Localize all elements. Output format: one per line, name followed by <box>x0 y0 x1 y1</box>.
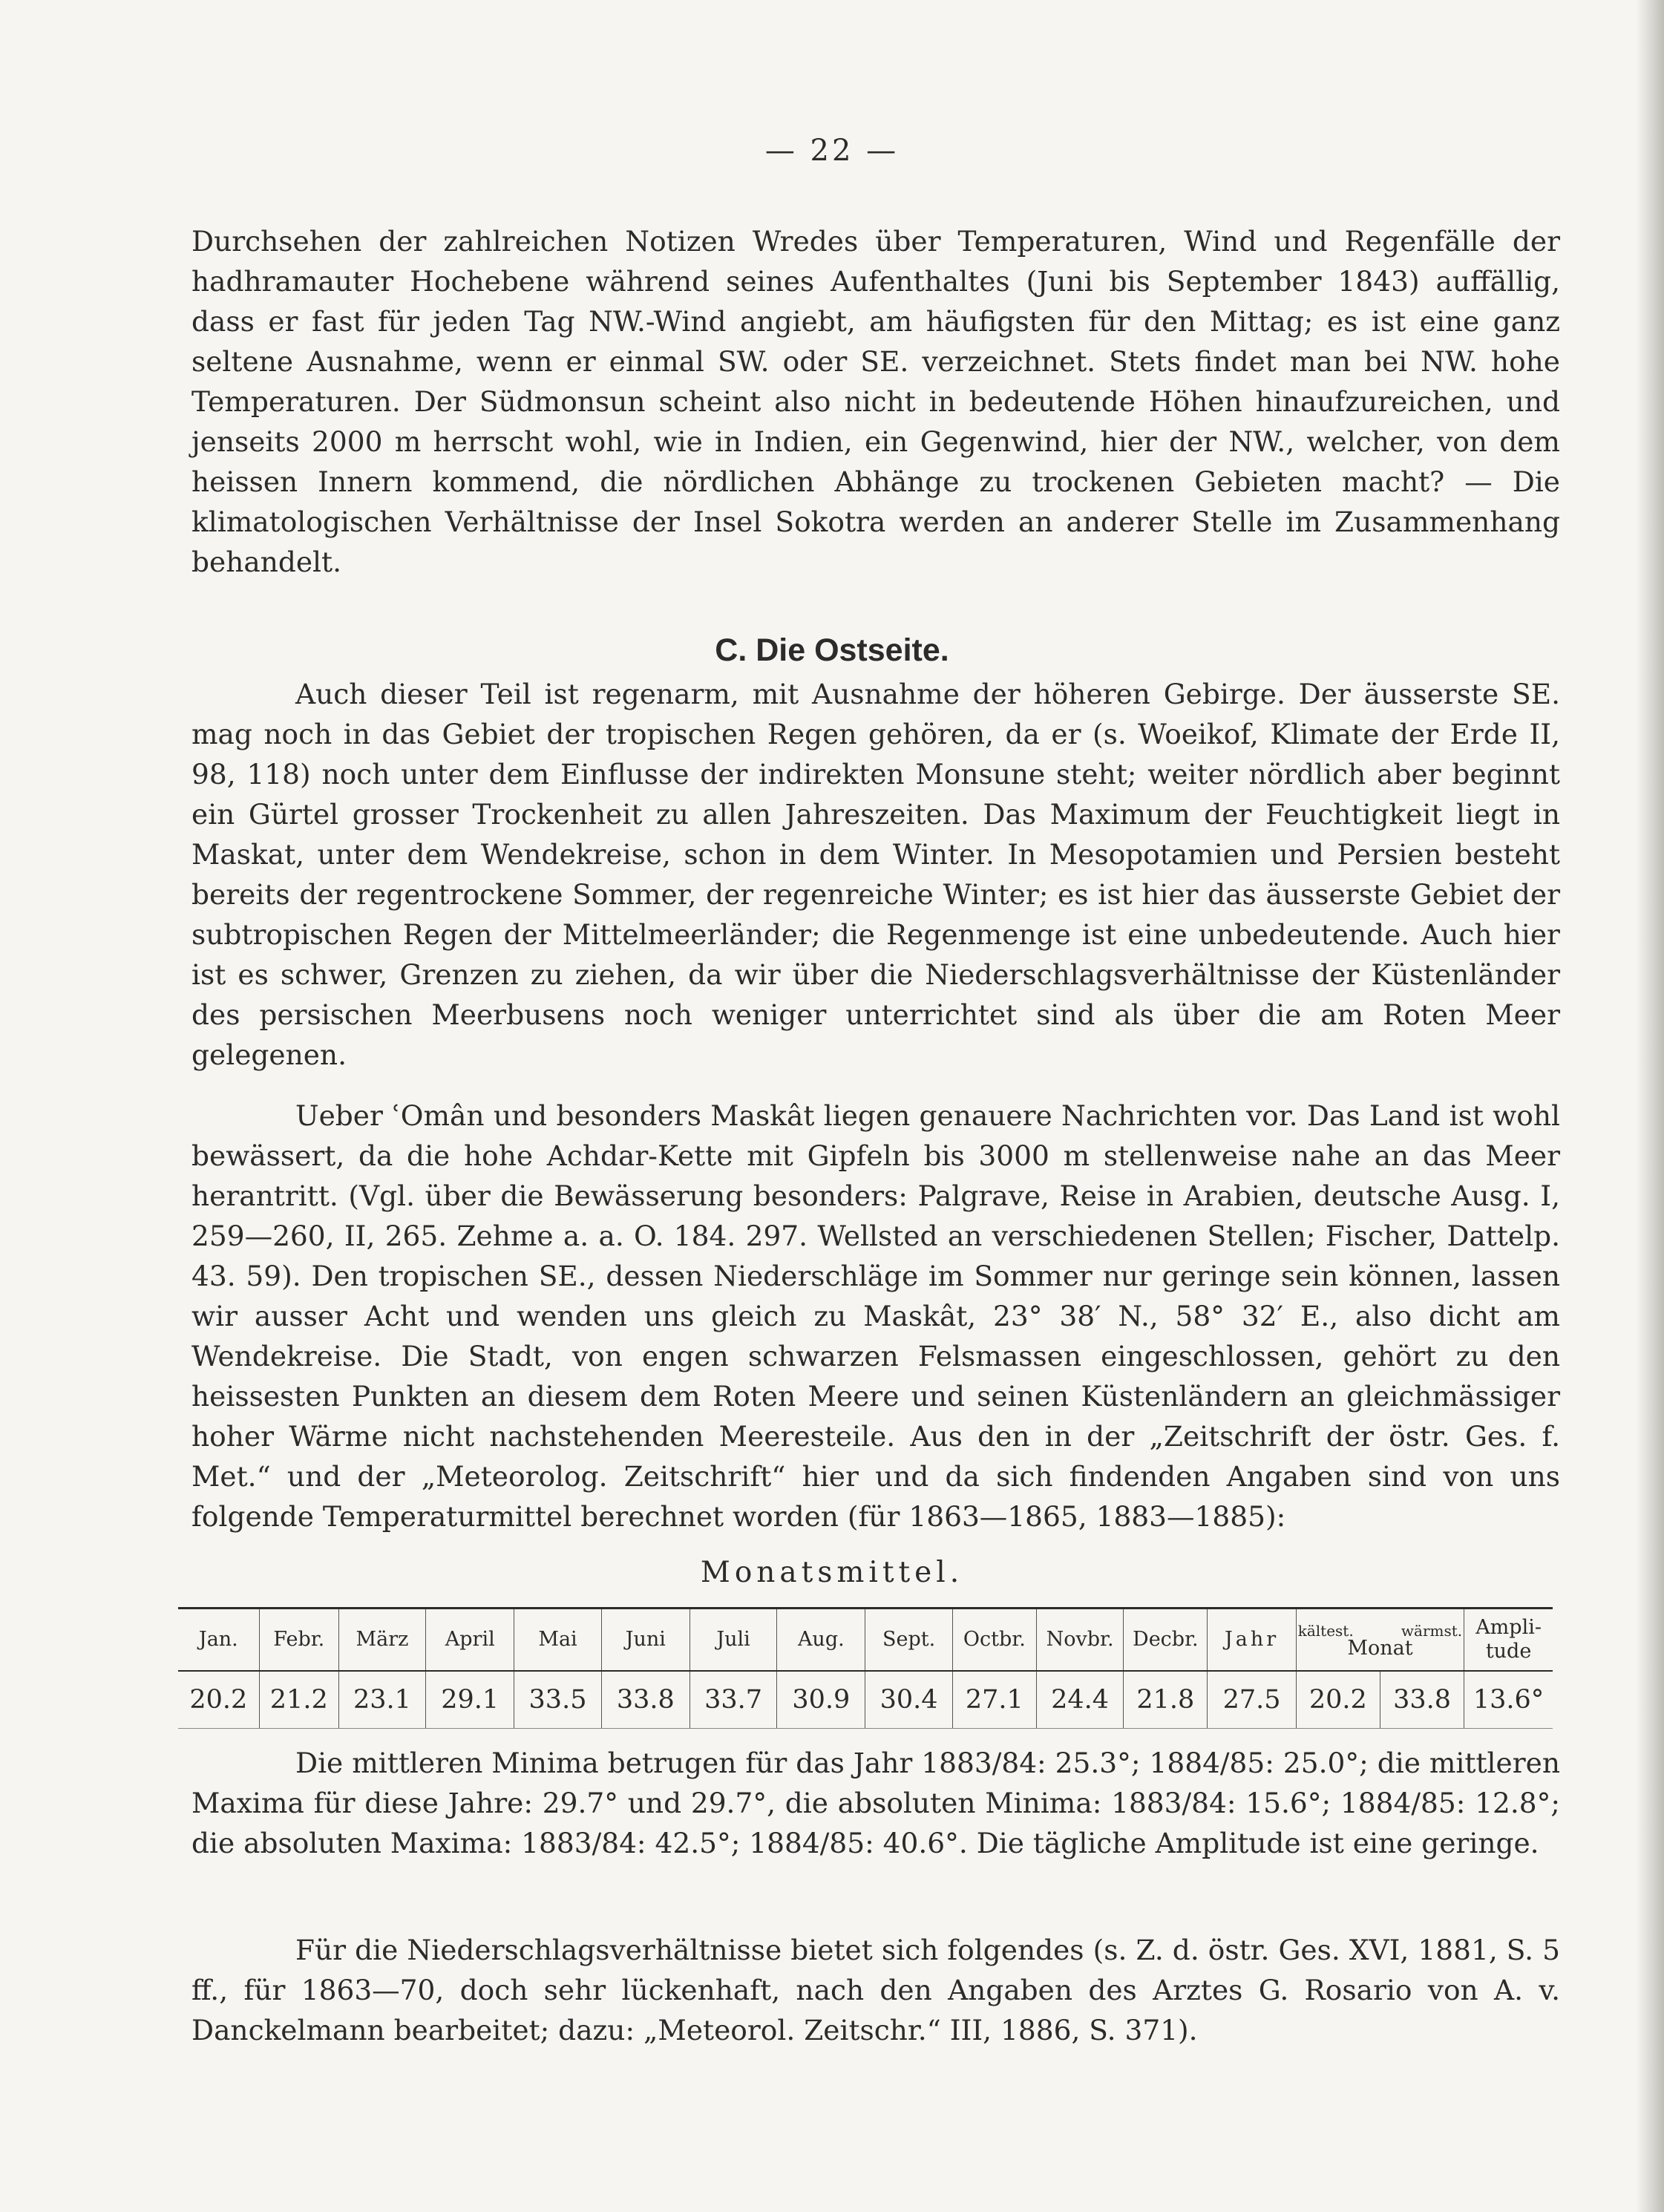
paragraph-minima-maxima <box>191 1743 1560 1863</box>
table-header-cell: Febr. <box>259 1609 338 1672</box>
table-cell: 24.4 <box>1036 1671 1123 1729</box>
paragraph-text: Ueber ʿOmân und besonders Maskât liegen genauere Nachrichten vor. Das Land ist wohl bewässert, da die hohe Achdar-Kette mit Gipfeln bis 3000 m stellenweise nahe an das Meer herantritt. (Vgl. über die Bewässerung besonders: Palgrave, Reise in Arabien, deutsche Ausg. I, 259—260, II, 265. Zehme a. a. O. 184. 297. Wellsted an verschiedenen Stellen; Fischer, Dattelp. 43. 59). Den tropischen SE., dessen Niederschläge im Sommer nur geringe sein können, lassen wir ausser Acht und wenden uns gleich zu Maskât, 23° 38′ N., 58° 32′ E., also dicht am Wendekreise. Die Stadt, von engen schwarzen Felsmassen eingeschlossen, gehört zu den heissesten Punkten an diesem dem Roten Meere und seinen Küstenländern an gleichmässiger hoher Wärme nicht nachstehenden Meeresteile. Aus den in der „Zeitschrift der östr. Ges. f. Met.“ und der „Meteorolog. Zeitschrift“ hier und da sich findenden Angaben sind von uns folgende Temperaturmittel berechnet worden (für 1863—1865, 1883—1885): <box>191 1099 1560 1533</box>
paragraph-text: Die mittleren Minima betrugen für das Jahr 1883/84: 25.3°; 1884/85: 25.0°; die mittleren Maxima für diese Jahre: 29.7° und 29.7°, die absoluten Minima: 1883/84: 15.6°; 1884/85: 12.8°; die absoluten Maxima: 1883/84: 42.5°; 1884/85: 40.6°. Die tägliche Amplitude ist eine geringe. <box>191 1747 1560 1859</box>
table-header-cell: Novbr. <box>1036 1609 1123 1672</box>
page-spine-shadow <box>1636 0 1664 2212</box>
header-warmest: wärmst. <box>1401 1622 1463 1640</box>
table-header-cell: Decbr. <box>1124 1609 1208 1672</box>
table-header-cell: Mai <box>514 1609 601 1672</box>
table-header-cell: April <box>426 1609 514 1672</box>
table-cell: 27.1 <box>952 1671 1036 1729</box>
table-cell: 20.2 <box>178 1671 259 1729</box>
paragraph-niederschlag <box>191 1930 1560 2050</box>
header-monat: Monat <box>1347 1637 1413 1660</box>
table-cell: 33.8 <box>601 1671 689 1729</box>
table-caption: Monatsmittel. <box>700 1556 964 1589</box>
paragraph-text: Durchsehen der zahlreichen Notizen Wredes über Temperaturen, Wind und Regenfälle der hadhramauter Hochebene während seines Aufenthaltes (Juni bis September 1843) auffällig, dass er fast für jeden Tag NW.-Wind angiebt, am häufigsten für den Mittag; es ist eine ganz seltene Ausnahme, wenn er einmal SW. oder SE. verzeichnet. Stets findet man bei NW. hohe Temperaturen. Der Südmonsun scheint also nicht in bedeutende Höhen hinaufzureichen, und jenseits 2000 m herrscht wohl, wie in Indien, ein Gegenwind, hier der NW., welcher, von dem heissen Innern kommend, die nördlichen Abhänge zu trockenen Gebieten macht? — Die klimatologischen Verhältnisse der Insel Sokotra werden an anderer Stelle im Zusammenhang behandelt. <box>191 225 1560 578</box>
table-cell: 21.8 <box>1124 1671 1208 1729</box>
paragraph-hadhramaut <box>191 221 1560 582</box>
table-header-cell: Aug. <box>777 1609 865 1672</box>
temperature-table-wrapper <box>178 1607 1553 1729</box>
table-cell: 20.2 <box>1296 1671 1380 1729</box>
table-cell: 27.5 <box>1208 1671 1296 1729</box>
section-heading: C. Die Ostseite. <box>715 632 949 668</box>
header-amplitude-line1: Ampli- <box>1475 1616 1542 1639</box>
table-cell: 33.8 <box>1380 1671 1464 1729</box>
table-cell: 21.2 <box>259 1671 338 1729</box>
table-header-cell: Juni <box>601 1609 689 1672</box>
table-header-amplitude <box>1464 1609 1553 1672</box>
table-cell: 30.4 <box>865 1671 952 1729</box>
paragraph-text: Für die Niederschlagsverhältnisse bietet sich folgendes (s. Z. d. östr. Ges. XVI, 1881, S. 5 ff., für 1863—70, doch sehr lückenhaft, nach den Angaben des Arztes G. Rosario von A. v. Danckelmann bearbeitet; dazu: „Meteorol. Zeitschr.“ III, 1886, S. 371). <box>191 1934 1560 2046</box>
table-row <box>178 1671 1553 1729</box>
table-cell: 23.1 <box>338 1671 425 1729</box>
table-cell: 29.1 <box>426 1671 514 1729</box>
table-cell: 33.5 <box>514 1671 601 1729</box>
table-header-row <box>178 1609 1553 1672</box>
paragraph-text: Auch dieser Teil ist regenarm, mit Ausnahme der höheren Gebirge. Der äusserste SE. mag noch in das Gebiet der tropischen Regen gehören, da er (s. Woeikof, Klimate der Erde II, 98, 118) noch unter dem Einflusse der indirekten Monsune steht; weiter nördlich aber beginnt ein Gürtel grosser Trockenheit zu allen Jahreszeiten. Das Maximum der Feuchtigkeit liegt in Maskat, unter dem Wendekreise, schon in dem Winter. In Mesopotamien und Persien besteht bereits der regentrockene Sommer, der regenreiche Winter; es ist hier das äusserste Gebiet der subtropischen Regen der Mittelmeerländer; die Regenmenge ist eine unbedeutende. Auch hier ist es schwer, Grenzen zu ziehen, da wir über die Niederschlagsverhältnisse der Küstenländer des persischen Meerbusens noch weniger unterrichtet sind als über die am Roten Meer gelegenen. <box>191 678 1560 1071</box>
table-cell: 33.7 <box>689 1671 776 1729</box>
table-header-cell: Jahr <box>1208 1609 1296 1672</box>
header-amplitude-line2: tude <box>1485 1640 1532 1663</box>
paragraph-ostseite <box>191 674 1560 1075</box>
table-cell: 30.9 <box>777 1671 865 1729</box>
paragraph-oman <box>191 1096 1560 1537</box>
temperature-table <box>178 1607 1553 1729</box>
table-header-cell: Sept. <box>865 1609 952 1672</box>
header-coldest: kältest. <box>1297 1622 1354 1640</box>
table-header-coldest-warmest <box>1296 1609 1464 1672</box>
table-header-cell: März <box>338 1609 425 1672</box>
table-header-cell: Octbr. <box>952 1609 1036 1672</box>
table-cell: 13.6° <box>1464 1671 1553 1729</box>
page-number: — 22 — <box>764 134 900 168</box>
table-header-cell: Juli <box>689 1609 776 1672</box>
table-header-cell: Jan. <box>178 1609 259 1672</box>
